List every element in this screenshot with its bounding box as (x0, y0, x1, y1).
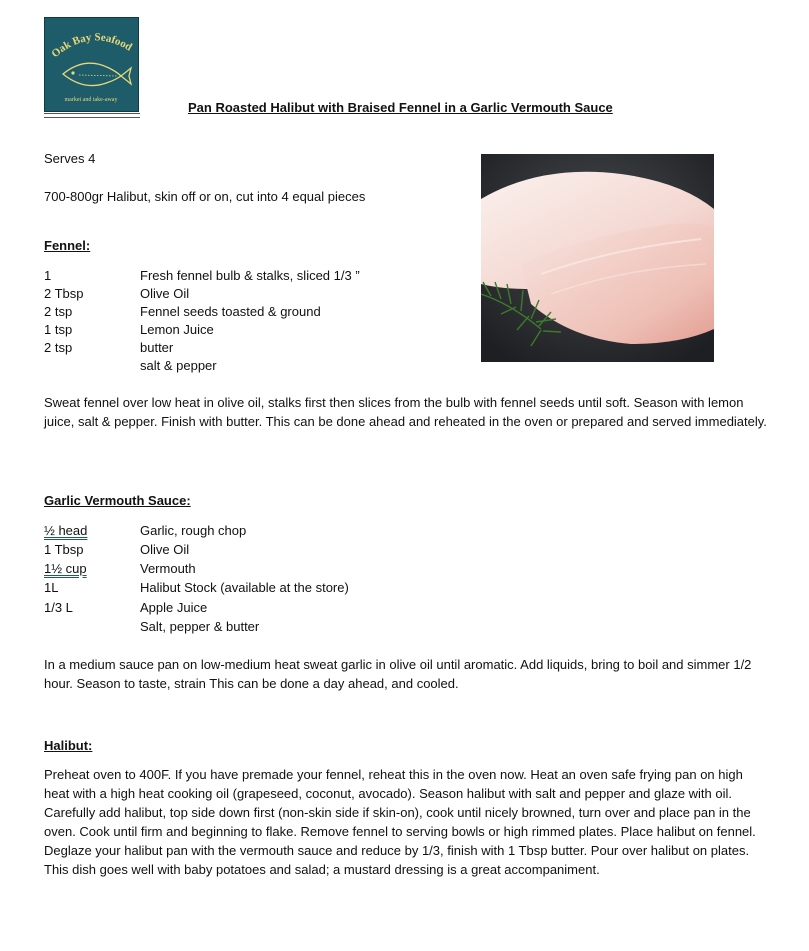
ingredient-qty: ½ head (44, 523, 88, 538)
ingredient-qty: 1 (44, 268, 52, 283)
logo-name: Oak Bay Seafood (49, 31, 135, 61)
ingredient-qty: 1½ cup (44, 561, 87, 576)
ingredient-qty: 1 tsp (44, 322, 73, 337)
ingredient-qty: 2 tsp (44, 304, 73, 319)
ingredient-item: Lemon Juice (140, 322, 214, 337)
ingredient-row (44, 320, 444, 339)
fennel-heading: Fennel: (44, 238, 91, 253)
logo-fish-icon (45, 18, 138, 111)
ingredient-qty: 2 Tbsp (44, 286, 84, 301)
ingredient-qty: 2 tsp (44, 340, 73, 355)
oak-bay-seafood-logo (44, 17, 139, 112)
ingredient-row (44, 521, 444, 540)
ingredient-row (44, 338, 444, 357)
ingredient-row (44, 266, 444, 285)
sauce-heading: Garlic Vermouth Sauce: (44, 493, 191, 508)
ingredient-row (44, 284, 444, 303)
ingredient-qty: 1/3 L (44, 600, 73, 615)
svg-text:Oak Bay Seafood (49, 31, 134, 60)
ingredient-row (44, 540, 444, 559)
ingredient-item: Salt, pepper & butter (140, 619, 260, 634)
ingredient-row (44, 598, 444, 617)
halibut-heading: Halibut: (44, 738, 93, 753)
logo-tagline: market and take-away (64, 97, 118, 103)
ingredient-item: butter (140, 340, 174, 355)
ingredient-item: Vermouth (140, 561, 196, 576)
halibut-photo (481, 154, 714, 362)
logo-underline (44, 113, 140, 118)
ingredient-row (44, 302, 444, 321)
sauce-method: In a medium sauce pan on low-medium heat sweat garlic in olive oil until aromatic. Add liquids, bring to boil and simmer 1/2 hour. Season to taste, strain This can be done a day ahead, and cooled. (44, 657, 752, 691)
ingredient-row (44, 578, 444, 597)
ingredient-row (44, 356, 444, 375)
ingredient-item: Halibut Stock (available at the store) (140, 580, 349, 595)
halibut-amount-text: 700-800gr Halibut, skin off or on, cut into 4 equal pieces (44, 189, 366, 204)
recipe-title: Pan Roasted Halibut with Braised Fennel in a Garlic Vermouth Sauce (188, 100, 613, 115)
ingredient-row (44, 559, 444, 578)
ingredient-qty: 1L (44, 580, 59, 595)
ingredient-row (44, 617, 444, 636)
ingredient-item: Olive Oil (140, 286, 190, 301)
ingredient-qty: 1 Tbsp (44, 542, 84, 557)
ingredient-item: salt & pepper (140, 358, 217, 373)
halibut-method: Preheat oven to 400F. If you have premade your fennel, reheat this in the oven now. Heat an oven safe frying pan on high heat with a high heat cooking oil (grapeseed, coconut, avocado). Season halibut with salt and pepper and glaze with oil. Carefully add halibut, top side down first (non-skin side if skin-on), cook until nicely browned, turn over and place pan in the oven. Cook until firm and beginning to flake. Remove fennel to serving bowls or high rimmed plates. Place halibut on fennel. Deglaze your halibut pan with the vermouth sauce and reduce by 1/3, finish with 1 Tbsp butter. Pour over halibut on plates. This dish goes well with baby potatoes and salad; a mustard dressing is a great accompaniment. (44, 767, 756, 877)
ingredient-item: Fennel seeds toasted & ground (140, 304, 321, 319)
fennel-method: Sweat fennel over low heat in olive oil, stalks first then slices from the bulb with fennel seeds until soft. Season with lemon juice, salt & pepper. Finish with butter. This can be done ahead and reheated in the oven or prepared and served immediately. (44, 395, 767, 429)
ingredient-item: Fresh fennel bulb & stalks, sliced 1/3 ” (140, 268, 360, 283)
ingredient-item: Olive Oil (140, 542, 190, 557)
serves-text: Serves 4 (44, 151, 96, 166)
ingredient-item: Apple Juice (140, 600, 208, 615)
halibut-fillet-image (481, 154, 714, 362)
ingredient-item: Garlic, rough chop (140, 523, 247, 538)
